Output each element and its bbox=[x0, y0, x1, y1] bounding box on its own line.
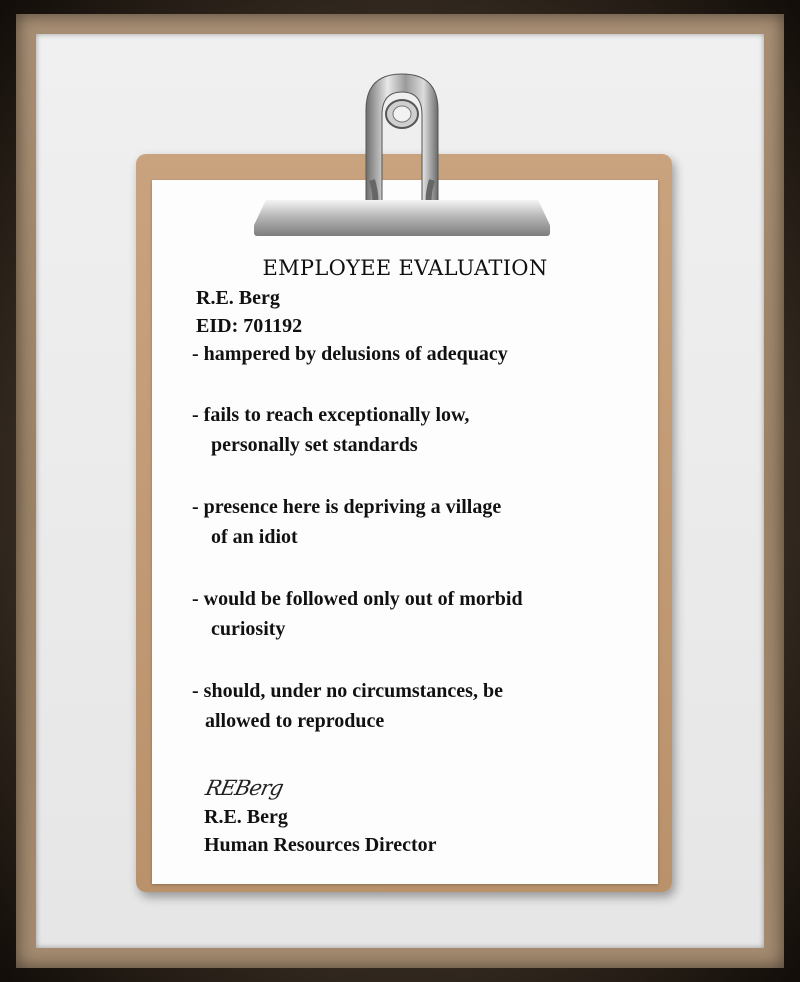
evaluation-item-1: - hampered by delusions of adequacy bbox=[192, 343, 508, 365]
evaluation-item-3-cont: of an idiot bbox=[211, 526, 298, 548]
evaluation-item-5-cont: allowed to reproduce bbox=[205, 710, 385, 732]
evaluation-item-3: - presence here is depriving a village bbox=[192, 496, 502, 518]
evaluation-item-2-cont: personally set standards bbox=[211, 434, 418, 456]
evaluation-item-2: - fails to reach exceptionally low, bbox=[192, 404, 470, 426]
handwritten-signature: REBerg bbox=[203, 776, 286, 800]
evaluation-item-5: - should, under no circumstances, be bbox=[192, 680, 503, 702]
evaluation-item-4-cont: curiosity bbox=[211, 618, 286, 640]
page-title: EMPLOYEE EVALUATION bbox=[262, 256, 548, 280]
employee-name: R.E. Berg bbox=[196, 287, 280, 309]
employee-id: EID: 701192 bbox=[196, 315, 303, 337]
signer-name: R.E. Berg bbox=[204, 806, 288, 828]
signer-title: Human Resources Director bbox=[204, 834, 437, 856]
clip-plate bbox=[254, 200, 550, 236]
evaluation-item-4: - would be followed only out of morbid bbox=[192, 588, 523, 610]
